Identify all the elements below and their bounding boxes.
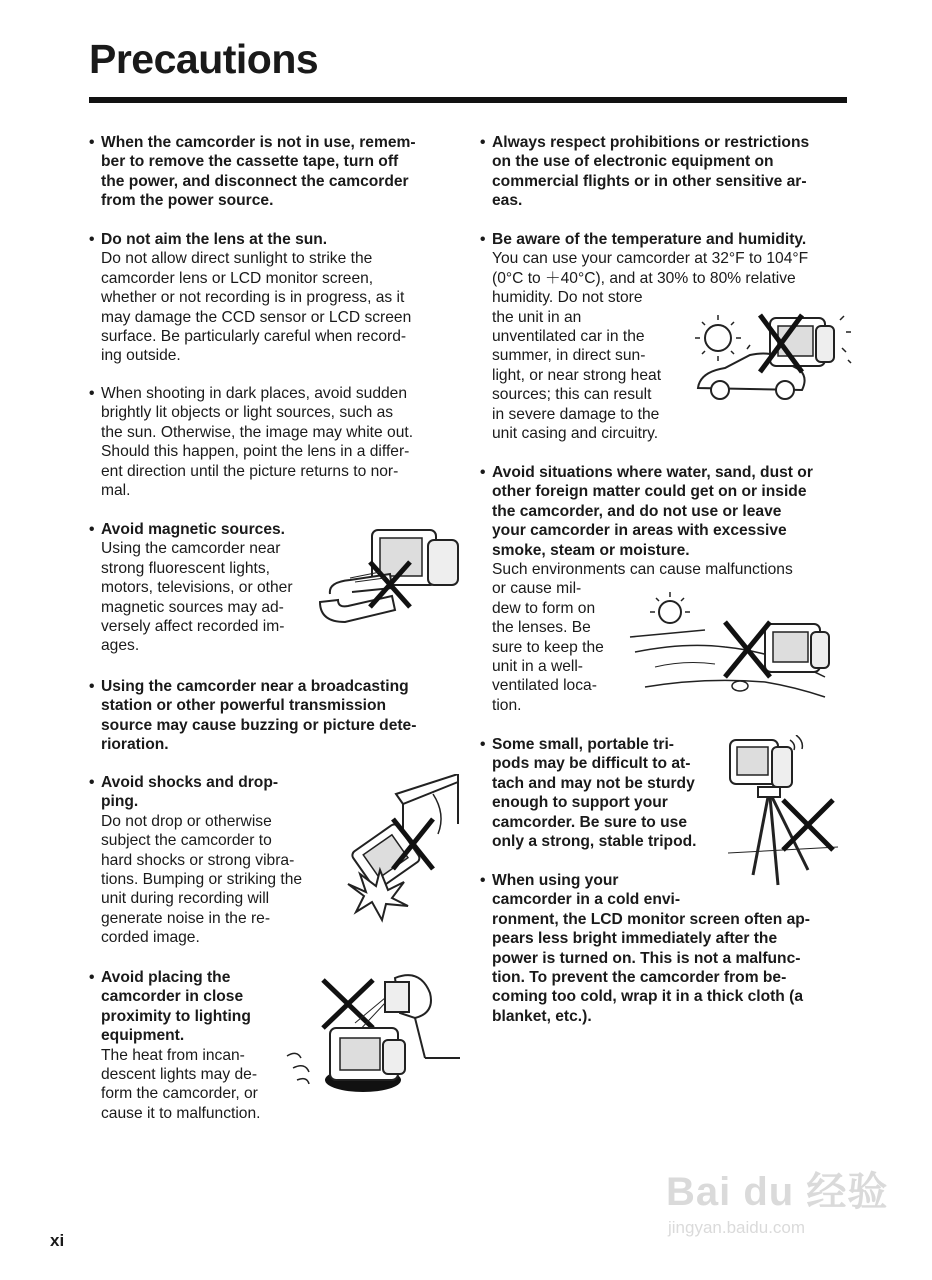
- precaution-body-line: light, or near strong heat: [492, 366, 662, 384]
- beach-camcorder-illustration: [625, 582, 835, 707]
- precaution-heading-line: the power, and disconnect the camcorder: [101, 172, 409, 190]
- precaution-tripod: [480, 735, 732, 851]
- bullet: •: [480, 464, 486, 481]
- precaution-sun: [89, 230, 461, 366]
- precaution-body-line: or cause mil-: [492, 580, 582, 598]
- precaution-heading-line: pods may be difficult to at-: [492, 755, 691, 773]
- precaution-body-line: camcorder lens or LCD monitor screen,: [101, 269, 374, 287]
- precaution-heading-line: tach and may not be sturdy: [492, 774, 695, 792]
- precaution-body-line: Such environments can cause malfunctions: [492, 561, 793, 579]
- precaution-heading-line: on the use of electronic equipment on: [492, 153, 774, 171]
- precaution-body-line: cause it to malfunction.: [101, 1104, 261, 1122]
- precaution-magnetic: [89, 520, 331, 656]
- precaution-body-line: subject the camcorder to: [101, 832, 272, 850]
- precaution-heading-line: Be aware of the temperature and humidity.: [492, 231, 807, 248]
- precaution-body-line: You can use your camcorder at 32°F to 104°F: [492, 250, 809, 268]
- precaution-body-line: ages.: [101, 637, 140, 655]
- precaution-body-line: the sun. Otherwise, the image may white out.: [101, 423, 414, 441]
- precaution-body-line: unit casing and circuitry.: [492, 425, 659, 443]
- bullet: •: [89, 521, 95, 538]
- precaution-body-line: Do not drop or otherwise: [101, 812, 272, 830]
- bullet: •: [480, 231, 486, 248]
- precaution-heading-line: tion. To prevent the camcorder from be-: [492, 969, 787, 987]
- precaution-heading-line: When using your: [492, 872, 619, 889]
- precaution-heading-line: from the power source.: [101, 192, 274, 210]
- precaution-heading-line: your camcorder in areas with excessive: [492, 522, 787, 540]
- bullet: •: [89, 678, 95, 695]
- precaution-body-line: the lenses. Be: [492, 619, 591, 637]
- precaution-body-line: versely affect recorded im-: [101, 618, 285, 636]
- precaution-body-line: Do not allow direct sunlight to strike the: [101, 250, 373, 268]
- bullet: •: [480, 736, 486, 753]
- precaution-heading-line: ber to remove the cassette tape, turn off: [101, 153, 399, 171]
- precaution-heading-line: camcorder in a cold envi-: [492, 891, 681, 909]
- precaution-heading-line: station or other powerful transmission: [101, 697, 387, 715]
- precaution-body-line: Should this happen, point the lens in a differ-: [101, 443, 410, 461]
- precaution-heading-line: Always respect prohibitions or restrictions: [492, 134, 810, 151]
- precaution-body-line: descent lights may de-: [101, 1066, 258, 1084]
- precaution-heading-line: camcorder in close: [101, 988, 244, 1006]
- precaution-heading-line: the camcorder, and do not use or leave: [492, 502, 782, 520]
- precaution-flights: [480, 133, 852, 211]
- title-rule: [89, 97, 847, 103]
- precaution-body-line: brightly lit objects or light sources, such as: [101, 404, 394, 422]
- precaution-heading-line: ronment, the LCD monitor screen often ap-: [492, 910, 810, 928]
- precaution-heading-line: Do not aim the lens at the sun.: [101, 231, 328, 248]
- precaution-body-line: tions. Bumping or striking the: [101, 871, 303, 889]
- precaution-body-line: sure to keep the: [492, 638, 604, 656]
- watermark-url: jingyan.baidu.com: [668, 1218, 806, 1237]
- magnet-camcorder-illustration: [310, 522, 465, 632]
- precaution-body-line: surface. Be particularly careful when record-: [101, 328, 407, 346]
- precaution-body-line: summer, in direct sun-: [492, 347, 646, 365]
- precaution-heading-line: When the camcorder is not in use, remem-: [101, 134, 416, 151]
- precaution-heading-line: enough to support your: [492, 794, 668, 812]
- precaution-heading-line: only a strong, stable tripod.: [492, 833, 697, 851]
- bullet: •: [89, 774, 95, 791]
- precaution-heading-line: Avoid situations where water, sand, dust or: [492, 464, 813, 481]
- lighting-camcorder-illustration: [285, 968, 460, 1098]
- precaution-body-line: the unit in an: [492, 308, 582, 326]
- precaution-heading-line: proximity to lighting: [101, 1007, 251, 1025]
- precaution-lighting: [89, 968, 301, 1123]
- precaution-body-line: mal.: [101, 482, 131, 500]
- precaution-body-line: ventilated loca-: [492, 677, 597, 695]
- precaution-heading-line: source may cause buzzing or picture dete-: [101, 716, 417, 734]
- precaution-dark-places: [89, 384, 461, 500]
- bullet: •: [89, 385, 95, 402]
- precaution-cassette: [89, 133, 461, 211]
- baidu-watermark: [660, 1150, 890, 1250]
- car-sun-camcorder-illustration: [690, 300, 855, 410]
- precaution-heading-line: coming too cold, wrap it in a thick cloth (a: [492, 988, 804, 1006]
- precaution-body-line: strong fluorescent lights,: [101, 559, 271, 577]
- precaution-body-line: corded image.: [101, 929, 200, 947]
- precaution-heading-line: ping.: [101, 793, 139, 811]
- precaution-body-line: When shooting in dark places, avoid sudden: [101, 385, 408, 402]
- precaution-body-line: generate noise in the re-: [101, 909, 271, 927]
- precaution-body-line: The heat from incan-: [101, 1046, 245, 1064]
- watermark-logo-text: Bai du 经验: [666, 1170, 889, 1214]
- precaution-heading-line: Using the camcorder near a broadcasting: [101, 678, 409, 695]
- bullet: •: [89, 231, 95, 248]
- bullet: •: [480, 872, 486, 889]
- precaution-body-line: unventilated car in the: [492, 328, 645, 346]
- precaution-heading-line: equipment.: [101, 1027, 185, 1045]
- page-title: Precautions: [89, 36, 319, 82]
- precaution-heading-line: rioration.: [101, 736, 169, 754]
- bullet: •: [89, 134, 95, 151]
- precaution-body-line: magnetic sources may ad-: [101, 598, 284, 616]
- precaution-heading-line: smoke, steam or moisture.: [492, 541, 690, 559]
- precaution-body-line: dew to form on: [492, 599, 596, 617]
- precaution-body-line: may damage the CCD sensor or LCD screen: [101, 308, 412, 326]
- precaution-body-line: hard shocks or strong vibra-: [101, 851, 295, 869]
- precaution-heading-line: Avoid magnetic sources.: [101, 521, 286, 538]
- precaution-body-line: motors, televisions, or other: [101, 579, 293, 597]
- precaution-heading-line: commercial flights or in other sensitive ar-: [492, 172, 807, 190]
- tripod-camcorder-illustration: [728, 735, 858, 895]
- precaution-heading-line: Some small, portable tri-: [492, 736, 674, 753]
- precaution-body-line: (0°C to ＋40°C), and at 30% to 80% relative: [492, 269, 796, 287]
- precaution-body-line: unit during recording will: [101, 890, 270, 908]
- precaution-body-line: in severe damage to the: [492, 405, 660, 423]
- page-number: xi: [50, 1231, 65, 1250]
- precaution-body-line: whether or not recording is in progress, as it: [101, 289, 405, 307]
- precaution-heading-line: Avoid placing the: [101, 969, 231, 986]
- precaution-heading-line: blanket, etc.).: [492, 1007, 592, 1025]
- dropping-camcorder-illustration: [338, 774, 463, 924]
- precaution-heading-line: other foreign matter could get on or inside: [492, 483, 807, 501]
- precaution-heading-line: Avoid shocks and drop-: [101, 774, 279, 791]
- bullet: •: [89, 969, 95, 986]
- precaution-body-line: ent direction until the picture returns to nor-: [101, 462, 399, 480]
- precaution-heading-line: camcorder. Be sure to use: [492, 813, 688, 831]
- precaution-body-line: ing outside.: [101, 347, 181, 365]
- precaution-body-line: unit in a well-: [492, 658, 584, 676]
- precaution-heading-line: eas.: [492, 192, 523, 210]
- bullet: •: [480, 134, 486, 151]
- precaution-body-line: form the camcorder, or: [101, 1085, 258, 1103]
- precaution-shocks: [89, 773, 341, 948]
- precaution-body-line: humidity. Do not store: [492, 289, 643, 307]
- precaution-heading-line: power is turned on. This is not a malfunc-: [492, 949, 801, 967]
- precaution-body-line: tion.: [492, 696, 522, 714]
- precaution-body-line: sources; this can result: [492, 386, 652, 404]
- precaution-body-line: Using the camcorder near: [101, 540, 281, 558]
- precaution-broadcasting: [89, 677, 461, 755]
- precaution-heading-line: pears less bright immediately after the: [492, 930, 778, 948]
